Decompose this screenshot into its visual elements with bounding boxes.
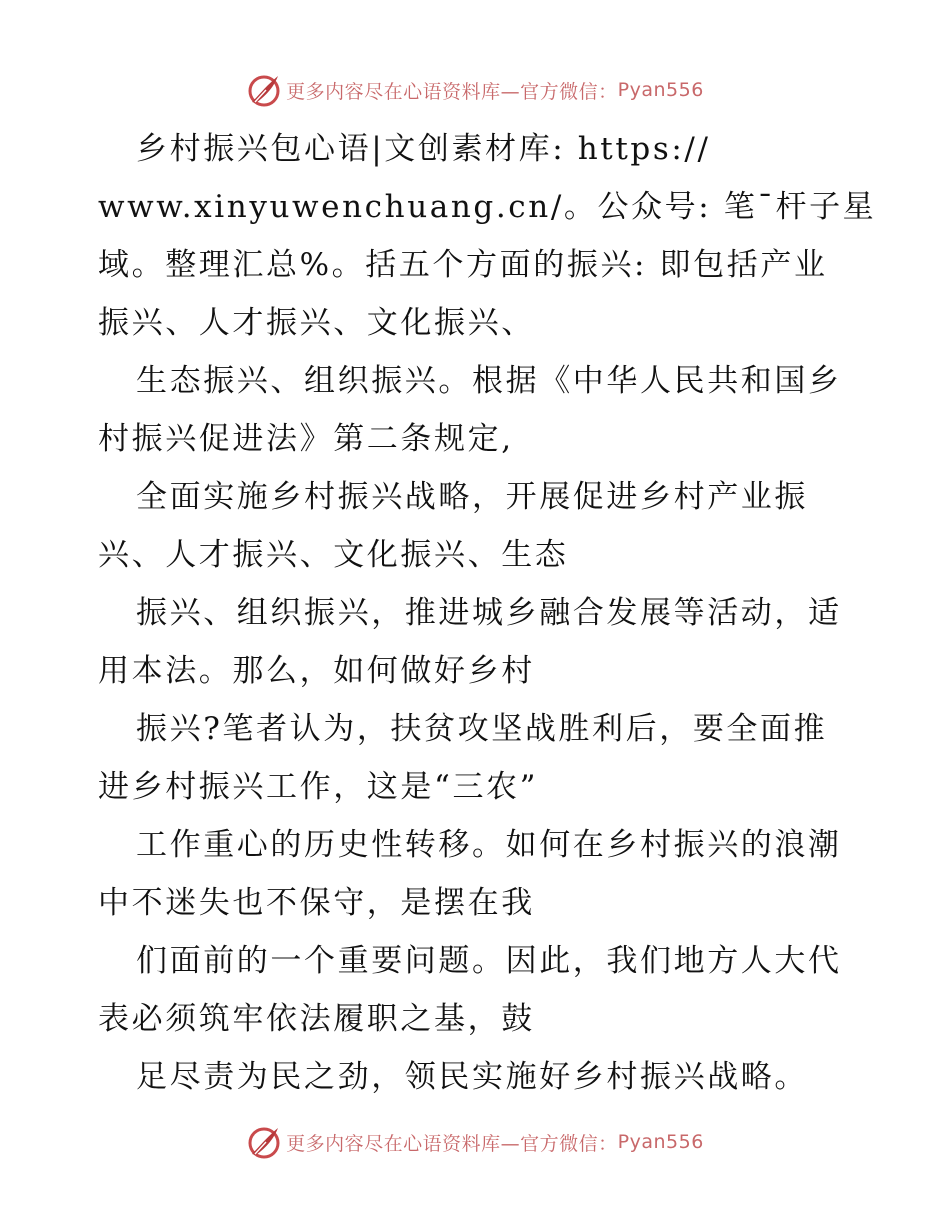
body-line: 兴、人才振兴、文化振兴、生态 [98,537,569,573]
body-line: 中不迷失也不保守，是摆在我 [98,885,535,921]
footer-watermark [0,1124,950,1160]
body-line: 工作重心的历史性转移。如何在乡村振兴的浪潮 [136,827,842,863]
watermark-text: 更多内容尽在心语资料库—官方微信： [286,1132,618,1155]
body-line: 振兴、人才振兴、文化振兴、 [98,305,535,341]
watermark-text: 更多内容尽在心语资料库—官方微信： [286,80,618,103]
body-line: 足尽责为民之劲，领民实施好乡村振兴战略。 [136,1059,808,1095]
quill-pen-logo-icon [246,72,282,108]
body-line: 们面前的一个重要问题。因此，我们地方人大代 [136,943,842,979]
body-line: 振兴?笔者认为，扶贫攻坚战胜利后，要全面推 [136,711,828,747]
quill-pen-logo-icon [246,1124,282,1160]
body-line: 村振兴促进法》第二条规定, [98,421,514,457]
wechat-account: Pyan556 [617,1131,704,1153]
body-line: 全面实施乡村振兴战略，开展促进乡村产业振 [136,479,808,515]
body-line: 用本法。那么，如何做好乡村 [98,653,535,689]
header-watermark [0,72,950,108]
wechat-account: Pyan556 [617,79,704,101]
document-body [98,120,877,1106]
body-line: 域。整理汇总%。括五个方面的振兴: 即包括产业 [98,247,828,283]
body-line: 振兴、组织振兴，推进城乡融合发展等活动，适 [136,595,842,631]
body-line: 进乡村振兴工作，这是“三农” [98,769,539,805]
body-line: 表必须筑牢依法履职之基，鼓 [98,1001,535,1037]
body-line: 生态振兴、组织振兴。根据《中华人民共和国乡 [136,363,842,399]
body-line: 乡村振兴包心语|文创素材库: https:// [136,131,711,167]
body-line: www.xinyuwenchuang.cn/。公众号: 笔¯杆子星 [98,189,877,225]
